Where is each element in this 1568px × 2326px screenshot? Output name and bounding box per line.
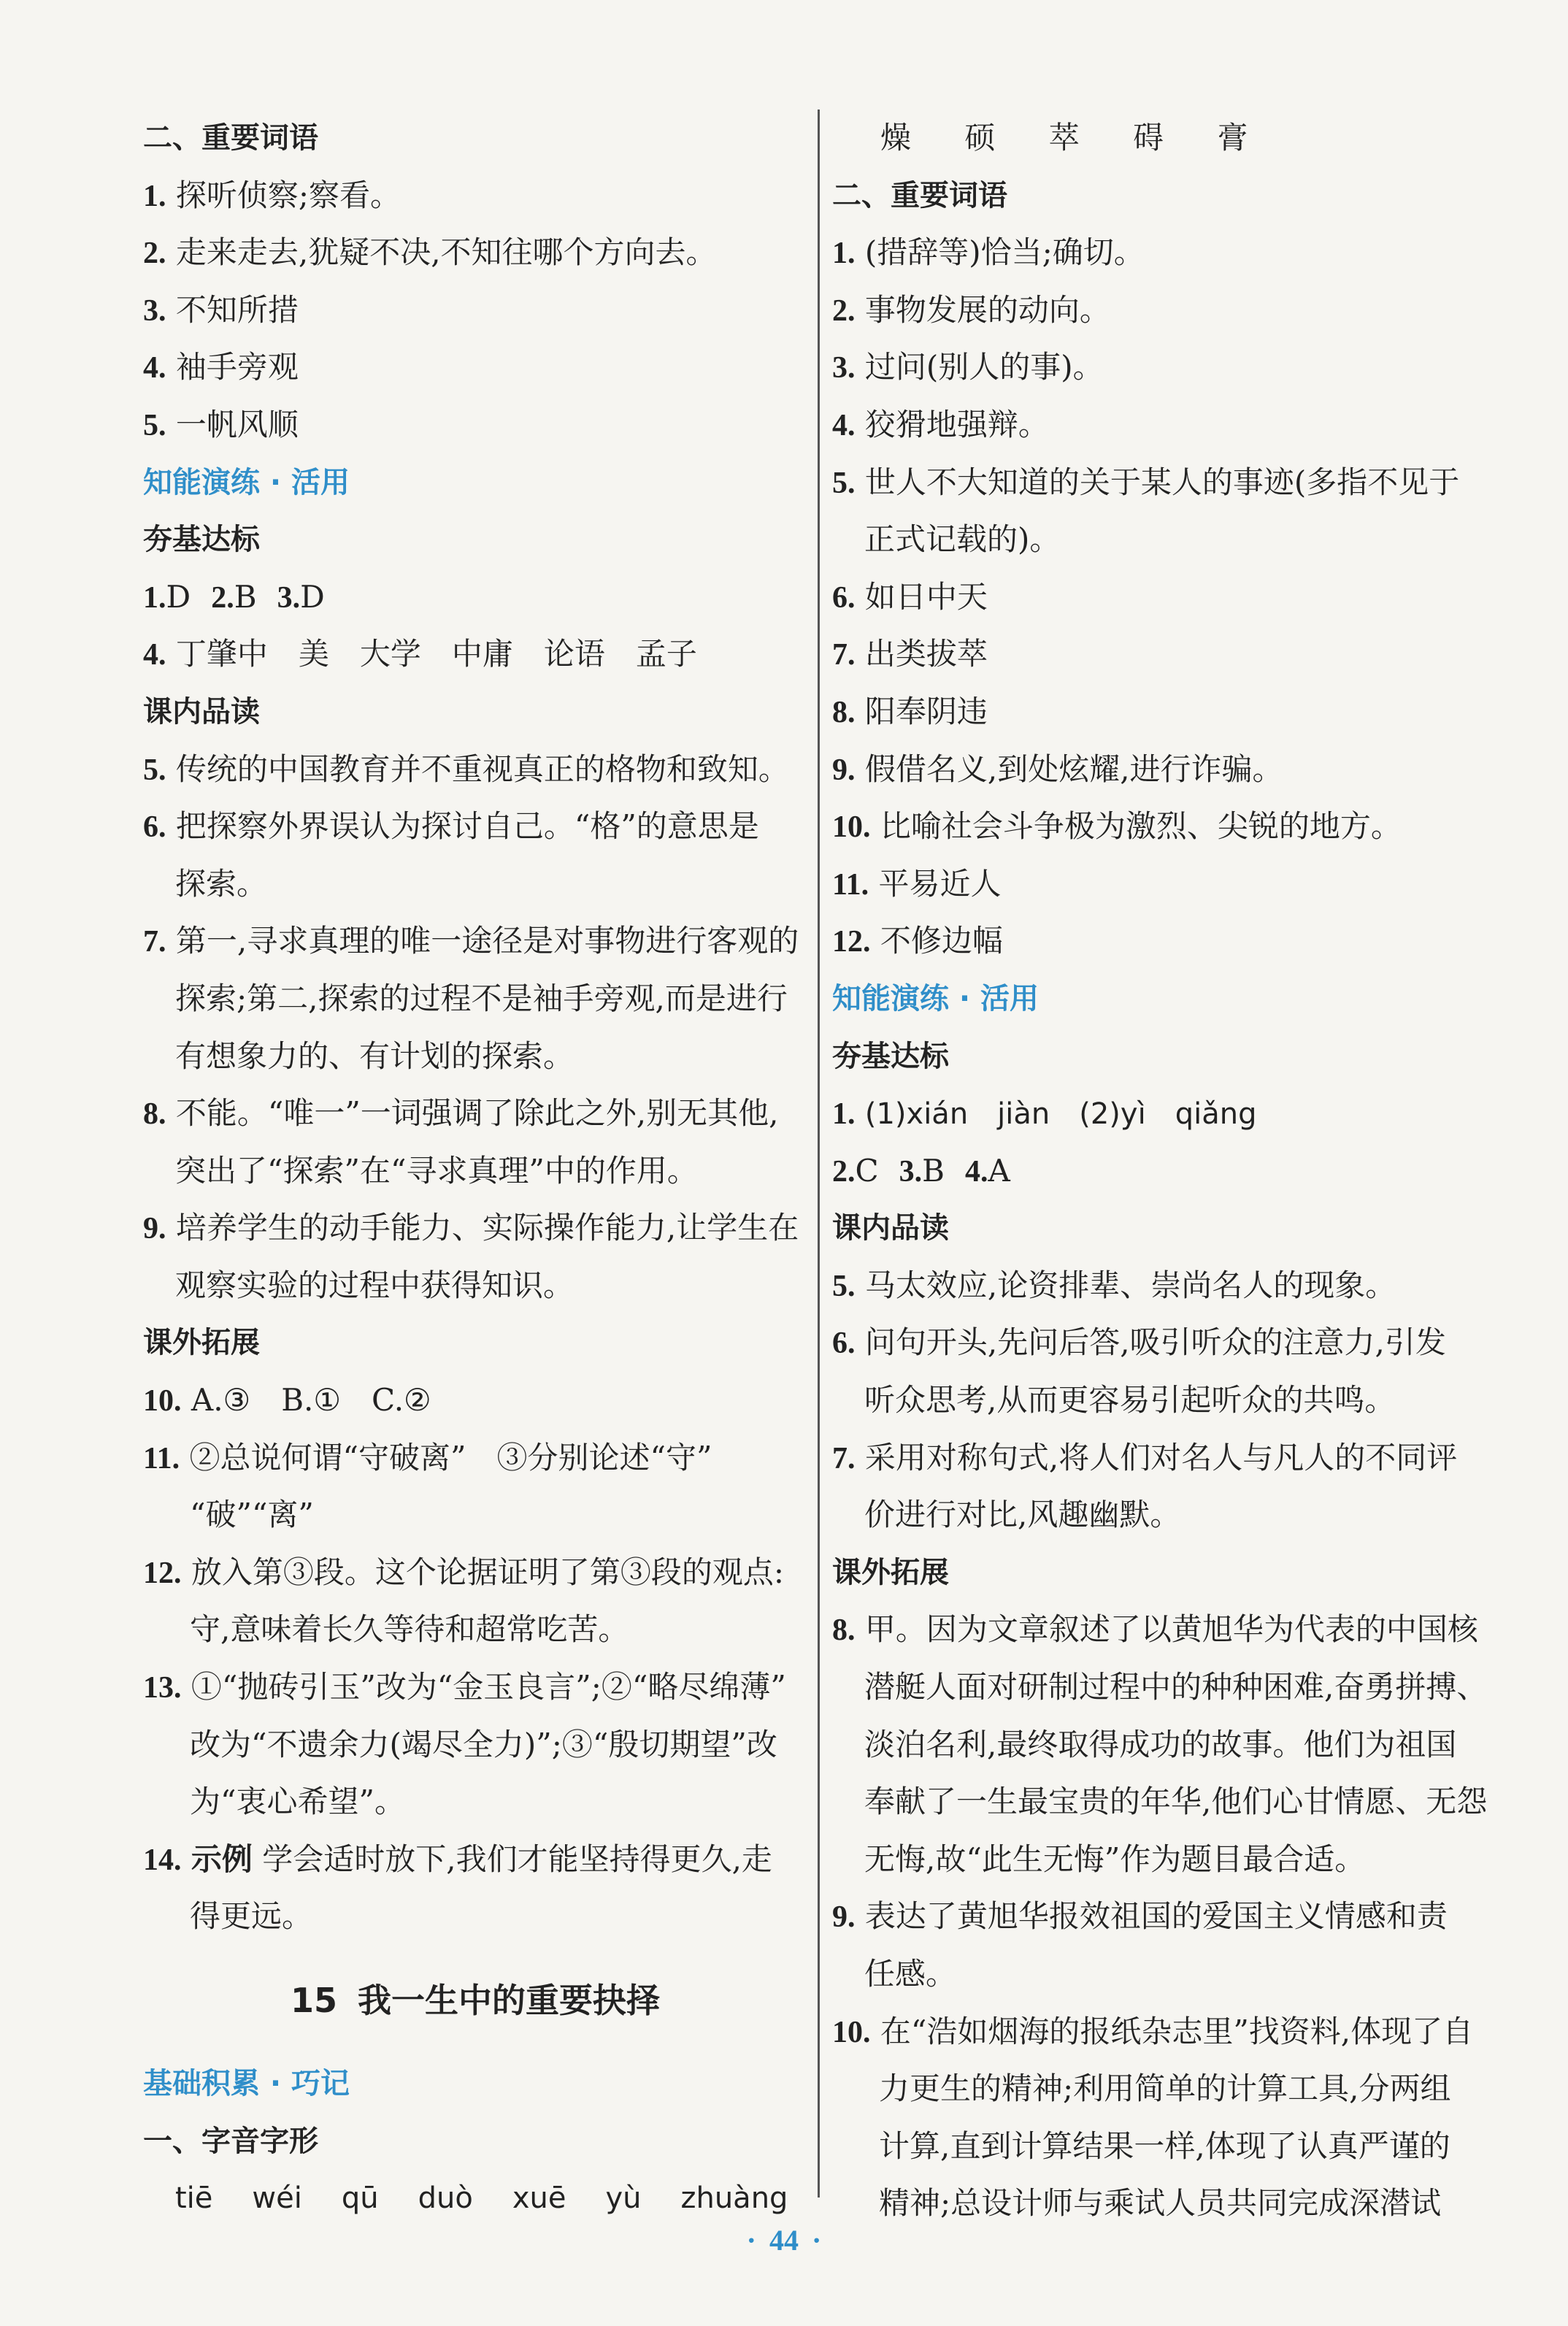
heading: 二、重要词语 — [143, 121, 318, 155]
answer-item: 8. 阳奉阴违 — [832, 693, 988, 729]
answer-item: 5. 世人不大知道的关于某人的事迹(多指不见于 — [832, 464, 1460, 500]
heading: 二、重要词语 — [832, 178, 1007, 212]
answer-item: 12. 不修边幅 — [832, 923, 1003, 959]
answer-item: 13. ①“抛砖引玉”改为“金玉良言”;②“略尽绵薄” — [143, 1669, 786, 1705]
section-title: 知能演练 · 活用 — [143, 465, 350, 499]
answer-continuation: 淡泊名利,最终取得成功的故事。他们为祖国 — [864, 1726, 1457, 1762]
answer-item: 11. ②总说何谓“守破离” ③分别论述“守” — [143, 1439, 712, 1475]
answer-item: 2.C 3.B 4.A — [832, 1152, 1010, 1189]
answer-item: 7. 第一,寻求真理的唯一途径是对事物进行客观的 — [143, 923, 799, 959]
section-title: 基础积累 · 巧记 — [143, 2067, 350, 2100]
answer-item: 1. (措辞等)恰当;确切。 — [832, 234, 1145, 271]
answer-continuation: 奉献了一生最宝贵的年华,他们心甘情愿、无怨 — [864, 1784, 1488, 1820]
answer-continuation: 力更生的精神;利用简单的计算工具,分两组 — [879, 2070, 1451, 2107]
pinyin-row: tiē wéi qū duò xuē yù zhuàng — [175, 2181, 788, 2216]
answer-continuation: 探索;第二,探索的过程不是袖手旁观,而是进行 — [175, 980, 788, 1016]
answer-item: 6. 问句开头,先问后答,吸引听众的注意力,引发 — [832, 1324, 1446, 1361]
answer-item: 5. 传统的中国教育并不重视真正的格物和致知。 — [143, 751, 789, 787]
answer-continuation: 计算,直到计算结果一样,体现了认真严谨的 — [879, 2127, 1450, 2164]
answer-item: 7. 采用对称句式,将人们对名人与凡人的不同评 — [832, 1439, 1458, 1475]
characters-row: 燥 硕 萃 碍 膏 — [880, 120, 1270, 156]
answer-continuation: 有想象力的、有计划的探索。 — [175, 1037, 574, 1074]
answer-item: 4. 丁肇中 美 大学 中庸 论语 孟子 — [143, 636, 697, 672]
answer-item: 6. 如日中天 — [832, 578, 988, 615]
heading: 课外拓展 — [143, 1326, 260, 1360]
answer-item: 10. A.③ B.① C.② — [143, 1382, 431, 1419]
answer-continuation: 改为“不遗余力(竭尽全力)”;③“殷切期望”改 — [190, 1726, 777, 1762]
answer-item: 4. 狡猾地强辩。 — [832, 406, 1049, 442]
answer-item: 2. 走来走去,犹疑不决,不知往哪个方向去。 — [143, 234, 717, 271]
answer-item: 9. 表达了黄旭华报效祖国的爱国主义情感和责 — [832, 1898, 1448, 1935]
heading: 夯基达标 — [143, 523, 260, 557]
answer-continuation: 听众思考,从而更容易引起听众的共鸣。 — [864, 1382, 1396, 1419]
answer-item: 1.D 2.B 3.D — [143, 578, 325, 615]
answer-item: 9. 假借名义,到处炫耀,进行诈骗。 — [832, 751, 1283, 787]
answer-item: 14. 示例 学会适时放下,我们才能坚持得更久,走 — [143, 1841, 772, 1877]
answer-item: 9. 培养学生的动手能力、实际操作能力,让学生在 — [143, 1210, 799, 1246]
left-column — [143, 110, 807, 2227]
section-title: 知能演练 · 活用 — [832, 981, 1039, 1016]
answer-item: 5. 一帆风顺 — [143, 406, 299, 442]
answer-continuation: 精神;总设计师与乘试人员共同完成深潜试 — [879, 2185, 1442, 2222]
column-divider — [818, 110, 820, 2198]
answer-item: 8. 甲。因为文章叙述了以黄旭华为代表的中国核 — [832, 1611, 1478, 1648]
answer-item: 1. 探听侦察;察看。 — [143, 177, 401, 213]
answer-item: 10. 比喻社会斗争极为激烈、尖锐的地方。 — [832, 808, 1402, 845]
heading: 课内品读 — [832, 1211, 949, 1245]
page-number: · 44 · — [746, 2224, 822, 2257]
right-column — [832, 110, 1504, 2233]
answer-item: 5. 马太效应,论资排辈、崇尚名人的现象。 — [832, 1267, 1396, 1303]
heading: 课内品读 — [143, 694, 260, 729]
heading: 课外拓展 — [832, 1555, 949, 1589]
answer-item: 12. 放入第③段。这个论据证明了第③段的观点: — [143, 1554, 785, 1590]
answer-continuation: 守,意味着长久等待和超常吃苦。 — [190, 1611, 629, 1648]
answer-continuation: 突出了“探索”在“寻求真理”中的作用。 — [175, 1152, 698, 1189]
heading: 夯基达标 — [832, 1039, 949, 1073]
answer-continuation: 无悔,故“此生无悔”作为题目最合适。 — [864, 1841, 1366, 1877]
answer-item: 10. 在“浩如烟海的报纸杂志里”找资料,体现了自 — [832, 2013, 1474, 2049]
answer-item: 11. 平易近人 — [832, 865, 1002, 902]
answer-item: 7. 出类拔萃 — [832, 636, 988, 672]
answer-continuation: 探索。 — [175, 865, 268, 902]
answer-continuation: 为“衷心希望”。 — [190, 1784, 405, 1820]
answer-item: 2. 事物发展的动向。 — [832, 291, 1110, 328]
answer-continuation: 潜艇人面对研制过程中的种种困难,奋勇拼搏、 — [864, 1669, 1488, 1705]
answer-continuation: 观察实验的过程中获得知识。 — [175, 1267, 574, 1303]
answer-item: 8. 不能。“唯一”一词强调了除此之外,别无其他, — [143, 1095, 779, 1132]
chapter-title: 15 我一生中的重要抉择 — [290, 1981, 660, 2020]
heading: 一、字音字形 — [143, 2124, 318, 2158]
answer-item: 4. 袖手旁观 — [143, 349, 299, 385]
answer-continuation: 正式记载的)。 — [864, 521, 1061, 558]
answer-continuation: 价进行对比,风趣幽默。 — [864, 1497, 1181, 1533]
answer-item: 3. 过问(别人的事)。 — [832, 349, 1104, 385]
answer-continuation: “破”“离” — [190, 1497, 314, 1533]
answer-item: 3. 不知所措 — [143, 291, 299, 328]
answer-item: 6. 把探察外界误认为探讨自己。“格”的意思是 — [143, 808, 759, 845]
answer-item: 1. (1)xián jiàn (2)yì qiǎng — [832, 1097, 1257, 1132]
answer-continuation: 得更远。 — [190, 1898, 313, 1935]
answer-continuation: 任感。 — [864, 1956, 957, 1992]
